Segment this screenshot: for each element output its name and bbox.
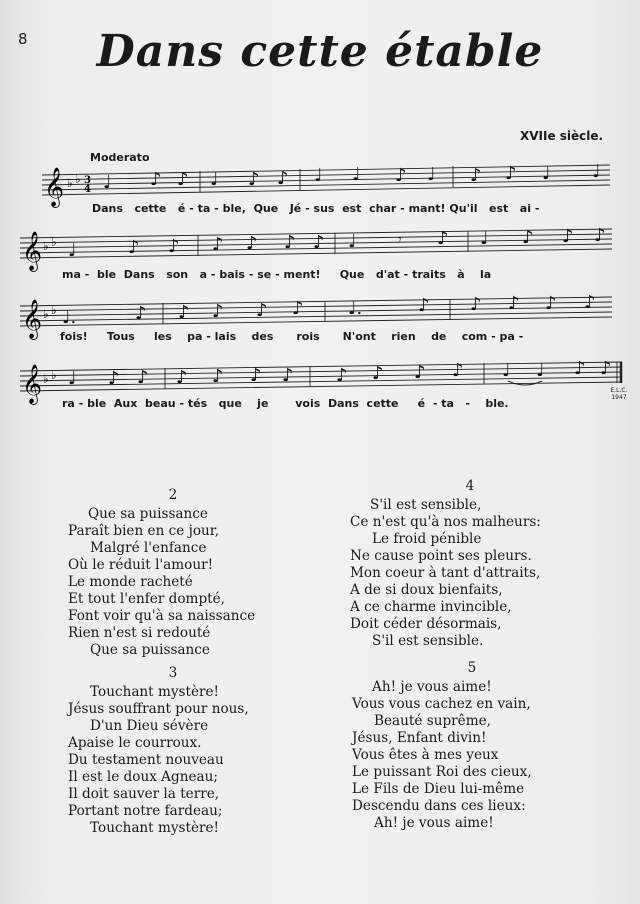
svg-text:♪: ♪ <box>508 293 520 314</box>
treble-clef-icon: 𝄞 <box>22 231 43 271</box>
flat-icon: ♭ <box>75 172 81 186</box>
verse-line: Rien n'est si redouté <box>68 625 211 641</box>
svg-text:♪: ♪ <box>418 295 430 316</box>
verse-line: Jésus, Enfant divin! <box>352 730 487 746</box>
svg-text:♪: ♪ <box>313 232 325 253</box>
verse-line: Vous vous cachez en vain, <box>352 696 531 712</box>
verse-line: A ce charme invincible, <box>350 599 512 615</box>
tie-icon <box>508 381 542 385</box>
verse-line: Ah! je vous aime! <box>372 679 492 695</box>
verse-line: Le froid pénible <box>372 531 482 547</box>
verse-line: Vous êtes à mes yeux <box>352 747 499 763</box>
svg-text:♪: ♪ <box>395 165 407 186</box>
notes-staff-1 <box>103 161 601 193</box>
svg-text:♪: ♪ <box>135 303 147 324</box>
verse-line: Le monde racheté <box>68 574 193 590</box>
staff-2-svg <box>0 222 640 292</box>
treble-clef-icon: 𝄞 <box>22 364 43 404</box>
staff-4-svg <box>0 355 640 425</box>
svg-text:♩: ♩ <box>348 231 357 252</box>
svg-text:♪: ♪ <box>150 169 162 190</box>
tempo-marking: Moderato <box>90 151 150 164</box>
flat-icon: ♭ <box>43 239 49 253</box>
verse-5 <box>352 660 592 832</box>
verse-line: Apaise le courroux. <box>68 735 202 751</box>
svg-text:♪: ♪ <box>176 367 188 388</box>
svg-text:♪: ♪ <box>470 165 482 186</box>
svg-text:♪: ♪ <box>128 237 140 258</box>
svg-text:♪: ♪ <box>178 302 190 323</box>
svg-text:♩: ♩ <box>427 164 436 185</box>
verse-line: Il est le doux Agneau; <box>68 769 218 785</box>
verse-line: Touchant mystère! <box>90 684 220 700</box>
time-signature-top: 3 <box>84 175 91 186</box>
svg-text:♩: ♩ <box>314 165 323 186</box>
treble-clef-icon: 𝄞 <box>22 299 43 339</box>
svg-text:♪: ♪ <box>168 236 180 257</box>
svg-text:♪: ♪ <box>256 300 268 321</box>
verse-line: Où le réduit l'amour! <box>68 557 214 573</box>
verse-line: Ah! je vous aime! <box>374 815 494 831</box>
verse-line: Le puissant Roi des cieux, <box>352 764 532 780</box>
time-signature-bottom: 4 <box>84 184 91 195</box>
svg-text:♪: ♪ <box>137 367 149 388</box>
flat-icon: ♭ <box>51 235 57 249</box>
verse-number: 3 <box>168 665 178 681</box>
century-label: XVIIe siècle. <box>520 129 604 143</box>
verse-line: Et tout l'enfer dompté, <box>68 591 225 607</box>
verse-line: Du testament nouveau <box>68 752 224 768</box>
verse-line: Malgré l'enfance <box>90 540 207 556</box>
svg-text:𝄾: 𝄾 <box>398 232 402 248</box>
svg-text:♪: ♪ <box>545 293 557 314</box>
verse-line: Beauté suprême, <box>374 713 491 729</box>
svg-text:♪: ♪ <box>246 233 258 254</box>
lyrics-line-2: ma - ble Dans son a - bais - se - ment! Que d'at - traits à la <box>62 268 492 281</box>
verse-line: Ne cause point ses pleurs. <box>350 548 532 564</box>
verse-line: Que sa puissance <box>88 506 208 522</box>
svg-text:♪: ♪ <box>562 226 574 247</box>
verse-line: Mon coeur à tant d'attraits, <box>350 565 541 581</box>
verse-2 <box>68 487 278 659</box>
svg-text:♪: ♪ <box>470 294 482 315</box>
svg-text:♪: ♪ <box>108 368 120 389</box>
svg-text:♪: ♪ <box>600 358 612 379</box>
verse-line: Le Fils de Dieu lui-même <box>352 781 525 797</box>
svg-text:♩.: ♩. <box>348 298 363 319</box>
engraver-initials: E.L.C. 1947 <box>610 387 628 401</box>
svg-text:♩: ♩ <box>210 169 219 190</box>
svg-text:♪: ♪ <box>284 232 296 253</box>
svg-text:♪: ♪ <box>594 225 606 246</box>
verse-number: 2 <box>168 487 178 503</box>
svg-text:♪: ♪ <box>248 169 260 190</box>
svg-text:♪: ♪ <box>212 301 224 322</box>
verse-line: Descendu dans ces lieux: <box>352 798 526 814</box>
svg-text:♩: ♩ <box>542 163 551 184</box>
flat-icon: ♭ <box>43 307 49 321</box>
music-staff-2 <box>0 222 640 292</box>
verse-4 <box>350 478 590 650</box>
verse-line: S'il est sensible, <box>370 497 482 513</box>
verse-line: Font voir qu'à sa naissance <box>68 608 256 624</box>
svg-text:♪: ♪ <box>414 362 426 383</box>
svg-text:♪: ♪ <box>437 228 449 249</box>
svg-text:♩: ♩ <box>480 228 489 249</box>
svg-text:♪: ♪ <box>574 358 586 379</box>
svg-text:♩: ♩ <box>352 164 361 185</box>
svg-text:♪: ♪ <box>250 365 262 386</box>
svg-text:♪: ♪ <box>277 168 289 189</box>
verse-3 <box>68 665 278 837</box>
flat-icon: ♭ <box>43 372 49 386</box>
verse-line: Touchant mystère! <box>90 820 220 836</box>
music-staff-4 <box>0 355 640 425</box>
svg-text:♪: ♪ <box>452 360 464 381</box>
music-staff-3 <box>0 290 640 360</box>
svg-text:♪: ♪ <box>372 363 384 384</box>
svg-text:♪: ♪ <box>336 365 348 386</box>
lyrics-line-3: fois! Tous les pa - lais des rois N'ont rien de com - pa - <box>60 330 524 343</box>
flat-icon: ♭ <box>67 176 73 190</box>
song-title: Dans cette étable <box>96 26 544 77</box>
svg-text:♪: ♪ <box>282 365 294 386</box>
verse-number: 5 <box>467 660 477 676</box>
music-staff-1 <box>0 155 640 225</box>
staff-3-svg <box>0 290 640 360</box>
verse-number: 4 <box>465 478 475 494</box>
verse-line: Jésus souffrant pour nous, <box>68 701 249 717</box>
svg-text:♪: ♪ <box>292 298 304 319</box>
flat-icon: ♭ <box>51 303 57 317</box>
page-number: 8 <box>18 30 28 48</box>
lyrics-line-4: ra - ble Aux beau - tés que je vois Dans cette é - ta - ble. <box>62 397 509 410</box>
verse-line: Ce n'est qu'à nos malheurs: <box>350 514 541 530</box>
svg-text:♩.: ♩. <box>62 307 77 328</box>
svg-text:♪: ♪ <box>212 366 224 387</box>
svg-text:♪: ♪ <box>177 169 189 190</box>
verse-line: A de si doux bienfaits, <box>350 582 503 598</box>
svg-text:♪: ♪ <box>505 163 517 184</box>
verse-line: Portant notre fardeau; <box>68 803 223 819</box>
svg-text:♪: ♪ <box>212 234 224 255</box>
svg-text:♩: ♩ <box>68 368 77 389</box>
verse-line: Doit céder désormais, <box>350 616 502 632</box>
svg-text:♪: ♪ <box>584 292 596 313</box>
treble-clef-icon: 𝄞 <box>44 167 65 207</box>
svg-text:♩: ♩ <box>536 360 545 381</box>
svg-text:♩: ♩ <box>103 172 112 193</box>
verse-line: Que sa puissance <box>90 642 210 658</box>
flat-icon: ♭ <box>51 368 57 382</box>
notes-staff-3 <box>62 292 596 328</box>
verse-line: Il doit sauver la terre, <box>68 786 220 802</box>
svg-text:♩: ♩ <box>592 161 601 182</box>
verse-line: S'il est sensible. <box>372 633 484 649</box>
lyrics-line-1: Dans cette é - ta - ble, Que Jé - sus est char - mant! Qu'il est ai - <box>92 202 540 215</box>
svg-text:♪: ♪ <box>522 227 534 248</box>
svg-text:♩: ♩ <box>68 240 77 261</box>
verse-line: Paraît bien en ce jour, <box>68 523 220 539</box>
verse-line: D'un Dieu sévère <box>90 718 209 734</box>
svg-text:♩: ♩ <box>502 360 511 381</box>
